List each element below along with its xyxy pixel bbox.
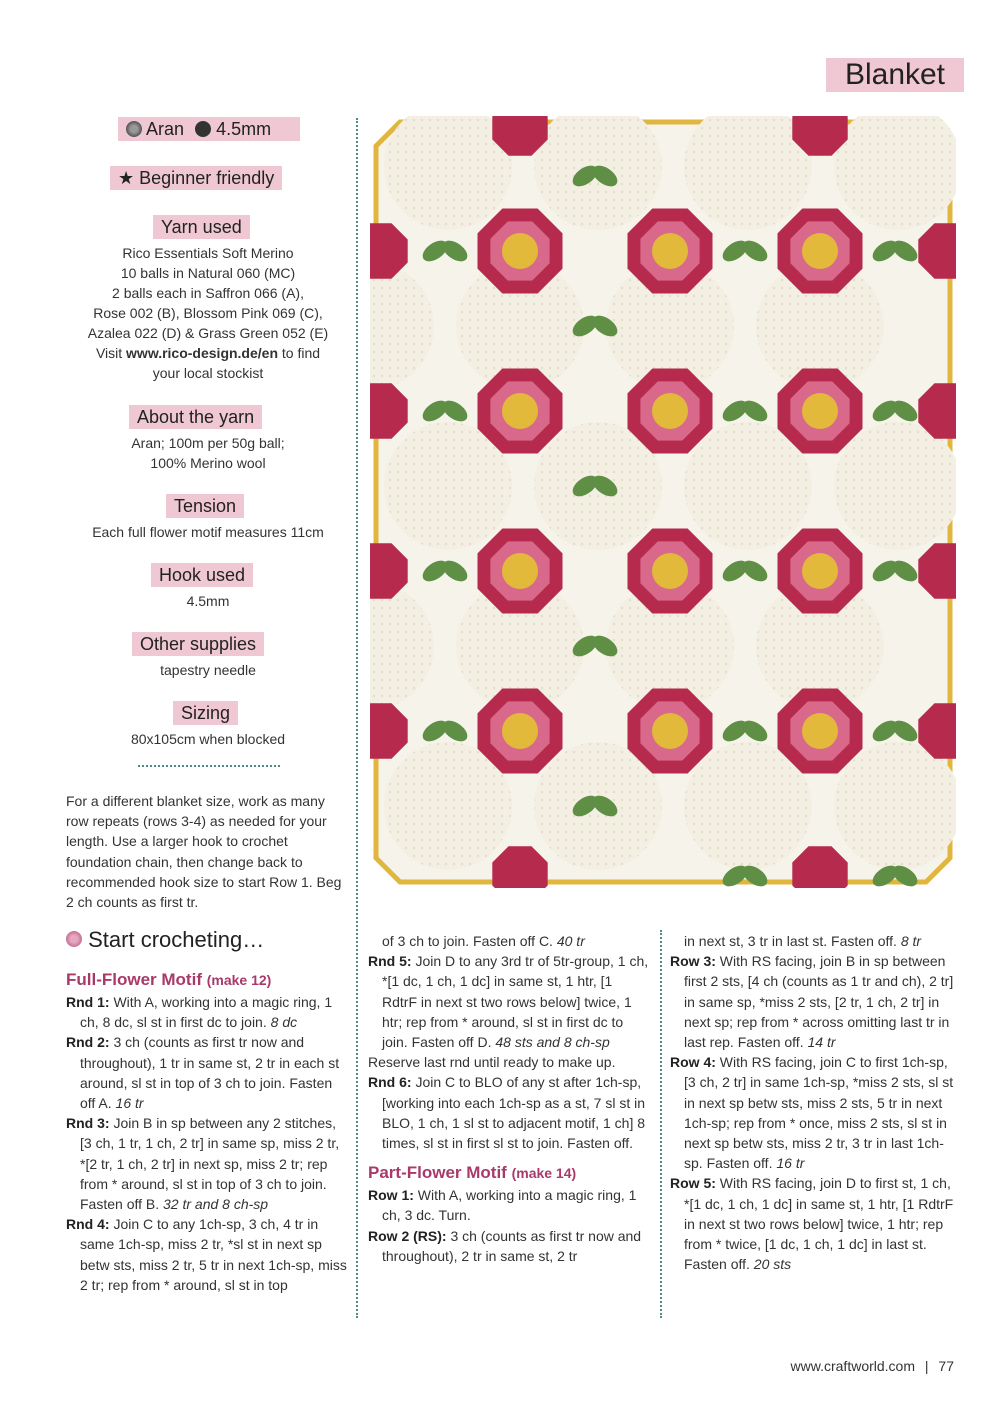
rico-link[interactable]: www.rico-design.de/en (126, 345, 278, 361)
instruction-rnd4 (66, 1214, 348, 1295)
difficulty-tag (110, 166, 282, 190)
rnd-text: of 3 ch to join. Fasten off C. (382, 933, 557, 949)
row-label: Row 2 (RS): (368, 1227, 447, 1244)
rnd-text: Join B in sp between any 2 stitches, [3 ch, 1 tr, 1 ch, 2 tr] in same sp, miss 2 tr, *[2 tr, 1 ch, 2 tr] in next sp, miss 2 tr; rep from * around, sl st in top of 3 ch to join. Fasten off B. (80, 1115, 340, 1213)
footer-separator: | (924, 1358, 929, 1374)
flower-center (802, 393, 838, 429)
hook-used-text: 4.5mm (186, 593, 230, 609)
instruction-rnd1 (66, 992, 348, 1032)
instruction-rnd3 (66, 1113, 348, 1214)
visit-suffix: to find (278, 345, 321, 361)
flower-center (652, 713, 688, 749)
star-icon: ★ (118, 168, 135, 188)
st-count: 14 tr (807, 1034, 836, 1051)
flower-center (652, 233, 688, 269)
flower-center (802, 233, 838, 269)
hook-used-heading: Hook used (151, 563, 253, 587)
start-heading (66, 926, 264, 954)
flower-center (652, 553, 688, 589)
other-supplies-text: tapestry needle (160, 662, 256, 678)
part-flower-heading (368, 1161, 650, 1185)
full-flower-heading (66, 968, 348, 992)
row-label: Row 5: (670, 1175, 716, 1192)
page-title: Blanket (826, 58, 964, 92)
flower-center (802, 553, 838, 589)
pattern-column-3 (670, 931, 954, 1274)
about-line: Aran; 100m per 50g ball; (131, 435, 285, 451)
hook-size-text: 4.5mm (216, 119, 272, 139)
flower-center (502, 553, 538, 589)
sidebar-divider (138, 765, 280, 767)
instruction-row2-cont (670, 931, 954, 951)
instruction-rnd5 (368, 951, 650, 1052)
full-flower-count: (make 12) (206, 972, 272, 988)
st-count: 16 tr (115, 1095, 144, 1112)
column-divider-right (660, 930, 662, 1318)
tension-text: Each full flower motif measures 11cm (92, 524, 324, 540)
st-count: 20 sts (753, 1256, 792, 1273)
row-label: Row 3: (670, 953, 716, 970)
yarn-line (52, 343, 364, 363)
instruction-row3 (670, 951, 954, 1052)
rnd-text: Join C to BLO of any st after 1ch-sp, [working into each 1ch-sp as a st, 7 sl st in BLO, 1 ch, 1 sl st to adjacent motif, 1 ch] 8 times, sl st in first sl st to join. Fasten off. (382, 1074, 646, 1152)
row-text: With RS facing, join D to first st, 1 ch, *[1 dc, 1 ch, 1 dc] in same st, 1 htr, [1 RdtrF in next st two rows below] twice, 1 htr; rep from * twice, [1 dc, 1 ch, 1 dc] in last st. Fasten off. (684, 1175, 954, 1273)
yarn-weight-text: Aran (146, 119, 185, 139)
rnd-label: Rnd 5: (368, 953, 412, 970)
row-text: With A, working into a magic ring, 1 ch, 3 dc. Turn. (382, 1187, 637, 1224)
st-count: 40 tr (556, 933, 585, 949)
hook-icon (195, 121, 211, 137)
st-count: 16 tr (776, 1155, 805, 1172)
rnd-label: Rnd 3: (66, 1115, 110, 1132)
reserve-note: Reserve last rnd until ready to make up. (368, 1054, 616, 1071)
about-yarn-heading: About the yarn (129, 405, 262, 429)
pattern-column-1 (66, 968, 348, 1295)
yarn-ball-icon (126, 121, 142, 137)
blanket-photo (370, 116, 956, 888)
yarn-line: Azalea 022 (D) & Grass Green 052 (E) (87, 325, 329, 341)
cream-motif-texture (834, 742, 956, 870)
cream-motif-texture (834, 422, 956, 550)
rnd-label: Rnd 4: (66, 1216, 110, 1233)
flower-center (802, 713, 838, 749)
yarn-line: 2 balls each in Saffron 066 (A), (112, 285, 304, 301)
yarn-weight-tag (118, 117, 300, 141)
rnd-label: Rnd 1: (66, 994, 110, 1010)
row-label: Row 1: (368, 1187, 414, 1204)
yarn-ball-icon (66, 931, 82, 947)
yarn-line: Rico Essentials Soft Merino (122, 245, 294, 261)
tension-heading: Tension (166, 494, 244, 518)
rnd-text: Join D to any 3rd tr of 5tr-group, 1 ch, *[1 dc, 1 ch, 1 dc] in same st, 1 htr, [1 RdtrF in next st two rows below] twice, 1 htr; rep from * around, sl st in first dc to join. Fasten off D. (382, 953, 649, 1051)
about-line: 100% Merino wool (150, 455, 266, 471)
yarn-line: your local stockist (152, 365, 264, 381)
st-count: 48 sts and 8 ch-sp (495, 1034, 610, 1051)
yarn-used-text (52, 243, 364, 383)
yarn-line: Rose 002 (B), Blossom Pink 069 (C), (93, 305, 323, 321)
page-number: 77 (938, 1358, 954, 1374)
flower-center (502, 713, 538, 749)
row-label: Row 4: (670, 1054, 716, 1071)
instruction-row2 (368, 1226, 650, 1266)
st-count: 8 tr (900, 933, 922, 949)
footer-url[interactable]: www.craftworld.com (790, 1358, 915, 1374)
full-flower-title: Full-Flower Motif (66, 970, 202, 989)
instruction-rnd4-cont (368, 931, 650, 951)
instruction-rnd6 (368, 1072, 650, 1153)
yarn-line: 10 balls in Natural 060 (MC) (120, 265, 296, 281)
instruction-row5 (670, 1173, 954, 1274)
flower-center (502, 233, 538, 269)
rnd-text: 3 ch (counts as first tr now and throughout), 1 tr in same st, 2 tr in each st around, sl st in top of 3 ch to join. Fasten off A. (80, 1034, 340, 1112)
yarn-used-heading: Yarn used (153, 215, 250, 239)
size-note: For a different blanket size, work as many row repeats (rows 3-4) as needed for your length. Use a larger hook to crochet foundation chain, then change back to recommended hook size to start Row 1. Beg 2 ch counts as first tr. (66, 793, 342, 911)
start-heading-text: Start crocheting… (88, 927, 265, 952)
sizing-text: 80x105cm when blocked (130, 731, 286, 747)
instruction-row1 (368, 1185, 650, 1225)
visit-text: Visit (95, 345, 127, 361)
rnd-text: Join C to any 1ch-sp, 3 ch, 4 tr in same 1ch-sp, miss 2 tr, *sl st in next sp betw sts, miss 2 tr, 5 tr in next 1ch-sp, miss 2 tr; rep from * around, sl st in top (80, 1216, 347, 1293)
row-text: With RS facing, join B in sp between first 2 sts, [4 ch (counts as 1 tr and ch), 2 tr] in same sp, *miss 2 sts, [2 tr, 1 ch, 2 tr] in next sp; rep from * across omitting last tr in last rep. Fasten off. (684, 953, 954, 1051)
row-text: 3 ch (counts as first tr now and throughout), 2 tr in same st, 2 tr (382, 1227, 642, 1264)
part-flower-count: (make 14) (511, 1165, 577, 1182)
difficulty-text: Beginner friendly (139, 168, 275, 188)
instruction-rnd2 (66, 1032, 348, 1113)
flower-center (502, 393, 538, 429)
row-text: With RS facing, join C to first 1ch-sp, [3 ch, 2 tr] in same 1ch-sp, *miss 2 sts, sl st in next sp betw sts, miss 2 sts, 5 tr in next 1ch-sp; rep from * once, miss 2 sts, sl st in next sp betw sts, miss 2 tr, 3 tr in last 1ch-sp. Fasten off. (684, 1054, 954, 1172)
rnd-label: Rnd 2: (66, 1034, 110, 1051)
sizing-heading: Sizing (173, 701, 238, 725)
st-count: 32 tr and 8 ch-sp (163, 1196, 269, 1213)
rnd-label: Rnd 6: (368, 1074, 412, 1091)
flower-center (652, 393, 688, 429)
column-divider-left (356, 118, 358, 1318)
page-footer (791, 1358, 954, 1374)
st-count: 8 dc (270, 1014, 298, 1031)
about-yarn-text (52, 433, 364, 473)
instruction-row4 (670, 1052, 954, 1173)
rnd-text: With A, working into a magic ring, 1 ch, 8 dc, sl st in first dc to join. (80, 994, 333, 1031)
part-flower-title: Part-Flower Motif (368, 1163, 507, 1183)
other-supplies-heading: Other supplies (132, 632, 264, 656)
pattern-column-2 (368, 931, 650, 1266)
row-text: in next st, 3 tr in last st. Fasten off. (684, 933, 901, 949)
